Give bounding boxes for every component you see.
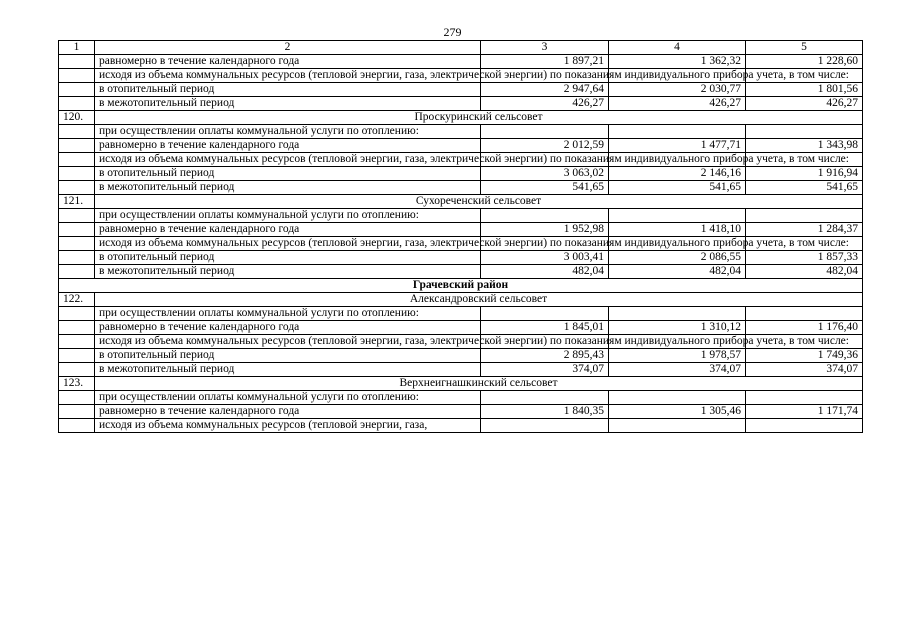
row-description: при осуществлении оплаты коммунальной услуги по отоплению: (95, 307, 481, 321)
section-title: Верхнеигнашкинский сельсовет (95, 377, 863, 391)
section-row (59, 293, 863, 307)
row-number (59, 321, 95, 335)
value-col-5: 1 228,60 (746, 55, 863, 69)
value-col-4: 374,07 (609, 363, 746, 377)
row-description: исходя из объема коммунальных ресурсов (тепловой энергии, газа, электрической энергии) по показаниям индивидуального прибора учета, в том числе: (95, 153, 481, 167)
value-col-3: 2 895,43 (481, 349, 609, 363)
row-number (59, 237, 95, 251)
row-description: при осуществлении оплаты коммунальной услуги по отоплению: (95, 209, 481, 223)
table-row (59, 83, 863, 97)
table-row (59, 209, 863, 223)
section-row (59, 377, 863, 391)
table-row (59, 125, 863, 139)
value-col-5: 1 916,94 (746, 167, 863, 181)
row-number (59, 167, 95, 181)
header-col-1: 1 (59, 41, 95, 55)
value-col-5: 374,07 (746, 363, 863, 377)
header-col-2: 2 (95, 41, 481, 55)
value-col-5: 482,04 (746, 265, 863, 279)
value-col-5: 1 176,40 (746, 321, 863, 335)
value-col-4: 426,27 (609, 97, 746, 111)
value-col-3 (481, 391, 609, 405)
row-number: 121. (59, 195, 95, 209)
value-col-4: 1 305,46 (609, 405, 746, 419)
value-col-3 (481, 209, 609, 223)
value-col-5 (746, 307, 863, 321)
row-description: равномерно в течение календарного года (95, 321, 481, 335)
table-row (59, 251, 863, 265)
table-row (59, 223, 863, 237)
table-header-row (59, 41, 863, 55)
row-number (59, 181, 95, 195)
value-col-3 (481, 125, 609, 139)
row-number: 122. (59, 293, 95, 307)
value-col-5: 541,65 (746, 181, 863, 195)
row-description: в межотопительный период (95, 363, 481, 377)
value-col-4: 2 146,16 (609, 167, 746, 181)
header-col-4: 4 (609, 41, 746, 55)
value-col-4 (609, 209, 746, 223)
table-row (59, 363, 863, 377)
value-col-4: 1 418,10 (609, 223, 746, 237)
row-number (59, 335, 95, 349)
value-col-5: 1 284,37 (746, 223, 863, 237)
value-col-4: 1 978,57 (609, 349, 746, 363)
value-col-5 (746, 125, 863, 139)
table-row (59, 335, 863, 349)
value-col-4: 2 086,55 (609, 251, 746, 265)
table-row (59, 139, 863, 153)
row-description: равномерно в течение календарного года (95, 405, 481, 419)
value-col-3: 1 952,98 (481, 223, 609, 237)
table-row (59, 265, 863, 279)
row-description: исходя из объема коммунальных ресурсов (тепловой энергии, газа, электрической энергии) по показаниям индивидуального прибора учета, в том числе: (95, 69, 481, 83)
row-number (59, 125, 95, 139)
row-description: в отопительный период (95, 167, 481, 181)
row-number: 123. (59, 377, 95, 391)
row-description: исходя из объема коммунальных ресурсов (тепловой энергии, газа, электрической энергии) по показаниям индивидуального прибора учета, в том числе: (95, 237, 481, 251)
section-title: Александровский сельсовет (95, 293, 863, 307)
row-description: в отопительный период (95, 349, 481, 363)
row-description: в отопительный период (95, 251, 481, 265)
table-row (59, 69, 863, 83)
section-row (59, 111, 863, 125)
row-description: при осуществлении оплаты коммунальной услуги по отоплению: (95, 125, 481, 139)
row-description: исходя из объема коммунальных ресурсов (тепловой энергии, газа, (95, 419, 481, 433)
table-row (59, 237, 863, 251)
value-col-5 (746, 391, 863, 405)
value-col-3: 374,07 (481, 363, 609, 377)
tariff-table (58, 40, 863, 433)
row-description: равномерно в течение календарного года (95, 223, 481, 237)
row-number (59, 265, 95, 279)
value-col-3: 3 063,02 (481, 167, 609, 181)
table-row (59, 419, 863, 433)
section-row (59, 195, 863, 209)
table-row (59, 167, 863, 181)
row-number (59, 153, 95, 167)
row-number (59, 251, 95, 265)
value-col-5: 426,27 (746, 97, 863, 111)
row-number (59, 391, 95, 405)
district-row (59, 279, 863, 293)
table-row (59, 349, 863, 363)
row-number (59, 55, 95, 69)
table-row (59, 55, 863, 69)
value-col-3: 1 840,35 (481, 405, 609, 419)
value-col-4: 1 362,32 (609, 55, 746, 69)
row-description: исходя из объема коммунальных ресурсов (тепловой энергии, газа, электрической энергии) по показаниям индивидуального прибора учета, в том числе: (95, 335, 481, 349)
row-number (59, 139, 95, 153)
page-number: 279 (443, 25, 462, 39)
section-title: Сухореченский сельсовет (95, 195, 863, 209)
row-number (59, 363, 95, 377)
value-col-4 (609, 391, 746, 405)
value-col-4: 541,65 (609, 181, 746, 195)
row-description: равномерно в течение календарного года (95, 55, 481, 69)
value-col-5 (746, 419, 863, 433)
row-number (59, 405, 95, 419)
row-number (59, 419, 95, 433)
value-col-3: 2 947,64 (481, 83, 609, 97)
value-col-3: 2 012,59 (481, 139, 609, 153)
value-col-5: 1 343,98 (746, 139, 863, 153)
row-number (59, 349, 95, 363)
value-col-3: 426,27 (481, 97, 609, 111)
header-col-5: 5 (746, 41, 863, 55)
row-number (59, 223, 95, 237)
row-number: 120. (59, 111, 95, 125)
value-col-3: 3 003,41 (481, 251, 609, 265)
table-row (59, 405, 863, 419)
row-description: в межотопительный период (95, 97, 481, 111)
row-description: при осуществлении оплаты коммунальной услуги по отоплению: (95, 391, 481, 405)
table-row (59, 181, 863, 195)
table-row (59, 307, 863, 321)
table-row (59, 391, 863, 405)
value-col-3 (481, 307, 609, 321)
value-col-5: 1 801,56 (746, 83, 863, 97)
value-col-3: 1 897,21 (481, 55, 609, 69)
value-col-3: 1 845,01 (481, 321, 609, 335)
table-row (59, 97, 863, 111)
value-col-5: 1 171,74 (746, 405, 863, 419)
row-number (59, 69, 95, 83)
header-col-3: 3 (481, 41, 609, 55)
value-col-3: 541,65 (481, 181, 609, 195)
value-col-3: 482,04 (481, 265, 609, 279)
row-description: равномерно в течение календарного года (95, 139, 481, 153)
value-col-4 (609, 307, 746, 321)
value-col-5: 1 857,33 (746, 251, 863, 265)
value-col-5: 1 749,36 (746, 349, 863, 363)
row-number (59, 83, 95, 97)
row-description: в отопительный период (95, 83, 481, 97)
table-row (59, 321, 863, 335)
row-description: в межотопительный период (95, 181, 481, 195)
value-col-4: 2 030,77 (609, 83, 746, 97)
value-col-4: 1 477,71 (609, 139, 746, 153)
section-title: Проскуринский сельсовет (95, 111, 863, 125)
value-col-5 (746, 209, 863, 223)
value-col-4: 482,04 (609, 265, 746, 279)
row-number (59, 97, 95, 111)
value-col-4 (609, 125, 746, 139)
table-row (59, 153, 863, 167)
value-col-4 (609, 419, 746, 433)
value-col-4: 1 310,12 (609, 321, 746, 335)
row-number (59, 209, 95, 223)
value-col-3 (481, 419, 609, 433)
row-description: в межотопительный период (95, 265, 481, 279)
row-number (59, 307, 95, 321)
district-title: Грачевский район (59, 279, 863, 293)
